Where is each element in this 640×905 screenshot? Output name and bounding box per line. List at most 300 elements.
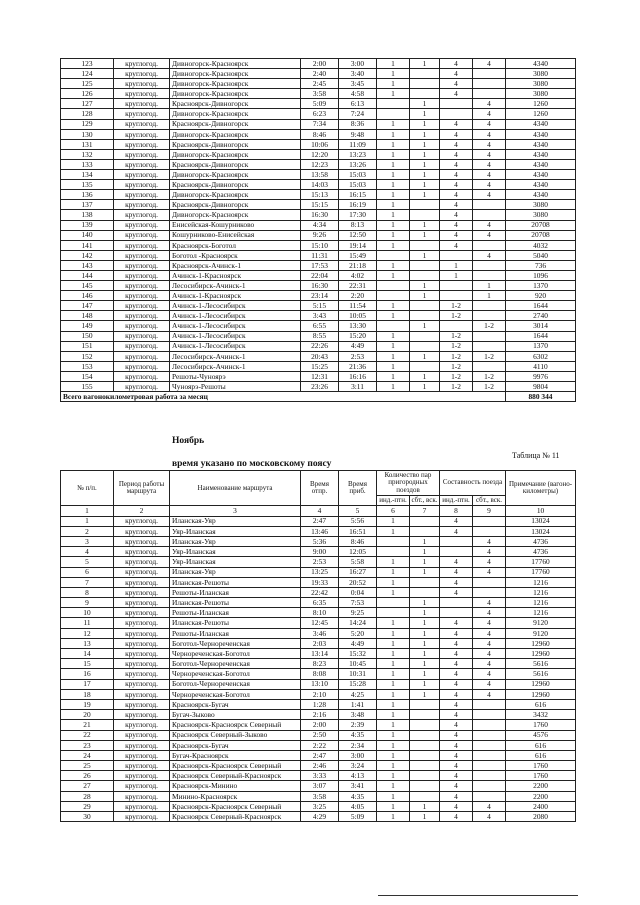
period: круглогод. — [114, 59, 170, 69]
row-number: 27 — [61, 781, 114, 791]
period: круглогод. — [114, 301, 170, 311]
row-number: 150 — [61, 331, 114, 341]
car-km: 20708 — [506, 220, 576, 230]
route-name: Ачинск-1-Лесосибирск — [170, 301, 301, 311]
consist-workdays: 4 — [440, 812, 473, 822]
arrival: 4:35 — [339, 791, 377, 801]
period: круглогод. — [114, 689, 170, 699]
period: круглогод. — [114, 618, 170, 628]
consist-workdays: 4 — [440, 781, 473, 791]
arrival: 5:09 — [339, 812, 377, 822]
route-name: Иланская-Уяр — [170, 516, 301, 526]
consist-weekend — [473, 79, 506, 89]
pairs-weekend: 1 — [410, 99, 440, 109]
consist-workdays: 4 — [440, 210, 473, 220]
row-number: 9 — [61, 598, 114, 608]
pairs-weekend — [410, 516, 440, 526]
period: круглогод. — [114, 557, 170, 567]
route-name: Красноярск Северный-Красноярск — [170, 771, 301, 781]
month-heading: Ноябрь — [172, 436, 205, 446]
pairs-workdays: 1 — [377, 567, 410, 577]
pairs-workdays: 1 — [377, 59, 410, 69]
pairs-weekend: 1 — [410, 536, 440, 546]
pairs-weekend — [410, 781, 440, 791]
period: круглогод. — [114, 730, 170, 740]
column-index: 9 — [473, 506, 506, 516]
row-number: 138 — [61, 210, 114, 220]
car-km: 1644 — [506, 301, 576, 311]
pairs-weekend — [410, 331, 440, 341]
consist-workdays: 1-2 — [440, 371, 473, 381]
departure: 13:10 — [301, 679, 339, 689]
consist-weekend: 4 — [473, 557, 506, 567]
route-name: Иланская-Решоты — [170, 618, 301, 628]
departure: 6:35 — [301, 598, 339, 608]
table-row — [61, 659, 576, 669]
pairs-workdays: 1 — [377, 730, 410, 740]
car-km: 4110 — [506, 361, 576, 371]
car-km: 1216 — [506, 587, 576, 597]
total-label: Всего вагонокилометровая работа за месяц — [61, 392, 506, 402]
pairs-workdays: 1 — [377, 331, 410, 341]
departure: 3:33 — [301, 771, 339, 781]
route-name: Иланская-Решоты — [170, 577, 301, 587]
consist-weekend — [473, 699, 506, 709]
arrival: 2:34 — [339, 740, 377, 750]
header-row — [61, 471, 576, 496]
route-name: Уяр-Иланская — [170, 526, 301, 536]
period: круглогод. — [114, 99, 170, 109]
arrival: 8:13 — [339, 220, 377, 230]
departure: 20:43 — [301, 351, 339, 361]
row-number: 143 — [61, 260, 114, 270]
departure: 10:06 — [301, 139, 339, 149]
row-number: 20 — [61, 710, 114, 720]
pairs-workdays: 1 — [377, 361, 410, 371]
pairs-weekend: 1 — [410, 628, 440, 638]
departure: 13:14 — [301, 649, 339, 659]
departure: 17:53 — [301, 260, 339, 270]
row-number: 12 — [61, 628, 114, 638]
car-km: 3080 — [506, 210, 576, 220]
table-row — [61, 710, 576, 720]
car-km: 12960 — [506, 649, 576, 659]
consist-weekend: 4 — [473, 638, 506, 648]
consist-workdays: 4 — [440, 557, 473, 567]
pairs-weekend — [410, 301, 440, 311]
departure: 5:36 — [301, 536, 339, 546]
row-number: 129 — [61, 119, 114, 129]
period: круглогод. — [114, 281, 170, 291]
row-number: 6 — [61, 567, 114, 577]
car-km: 13024 — [506, 516, 576, 526]
table-row — [61, 240, 576, 250]
row-number: 28 — [61, 791, 114, 801]
pairs-workdays: 1 — [377, 710, 410, 720]
arrival: 3:24 — [339, 761, 377, 771]
consist-weekend — [473, 341, 506, 351]
period: круглогод. — [114, 699, 170, 709]
period: круглогод. — [114, 79, 170, 89]
departure: 2:40 — [301, 69, 339, 79]
car-km: 1260 — [506, 99, 576, 109]
table-row — [61, 260, 576, 270]
period: круглогод. — [114, 771, 170, 781]
table-row — [61, 79, 576, 89]
car-km: 4340 — [506, 180, 576, 190]
period: круглогод. — [114, 291, 170, 301]
pairs-workdays: 1 — [377, 526, 410, 536]
table-row — [61, 699, 576, 709]
pairs-weekend — [410, 200, 440, 210]
arrival: 6:13 — [339, 99, 377, 109]
table-row — [61, 230, 576, 240]
period: круглогод. — [114, 361, 170, 371]
consist-workdays: 1-2 — [440, 331, 473, 341]
car-km: 4340 — [506, 159, 576, 169]
pairs-weekend — [410, 69, 440, 79]
departure: 2:47 — [301, 516, 339, 526]
row-number: 16 — [61, 669, 114, 679]
table-row — [61, 638, 576, 648]
period: круглогод. — [114, 260, 170, 270]
arrival: 4:49 — [339, 638, 377, 648]
consist-weekend: 4 — [473, 679, 506, 689]
car-km: 616 — [506, 740, 576, 750]
header-route: Наименование маршрута — [170, 471, 301, 506]
consist-weekend — [473, 750, 506, 760]
pairs-weekend: 1 — [410, 689, 440, 699]
pairs-workdays: 1 — [377, 659, 410, 669]
car-km: 3080 — [506, 89, 576, 99]
departure: 2:00 — [301, 720, 339, 730]
route-name: Боготол-Чернореченская — [170, 638, 301, 648]
pairs-workdays: 1 — [377, 119, 410, 129]
row-number: 131 — [61, 139, 114, 149]
route-name: Иланская-Уяр — [170, 567, 301, 577]
route-name: Решоты-Иланская — [170, 628, 301, 638]
departure: 12:31 — [301, 371, 339, 381]
consist-weekend — [473, 89, 506, 99]
route-name: Кошурниково-Енисейская — [170, 230, 301, 240]
route-name: Чернореченская-Боготол — [170, 649, 301, 659]
consist-weekend — [473, 331, 506, 341]
departure: 5:15 — [301, 301, 339, 311]
consist-weekend — [473, 730, 506, 740]
car-km: 3432 — [506, 710, 576, 720]
period: круглогод. — [114, 720, 170, 730]
pairs-weekend — [410, 311, 440, 321]
pairs-workdays: 1 — [377, 210, 410, 220]
pairs-weekend: 1 — [410, 557, 440, 567]
departure: 2:10 — [301, 689, 339, 699]
header-num: № п/п. — [61, 471, 114, 506]
arrival: 5:20 — [339, 628, 377, 638]
pairs-workdays: 1 — [377, 149, 410, 159]
pairs-workdays: 1 — [377, 89, 410, 99]
departure: 2:03 — [301, 638, 339, 648]
table-row — [61, 791, 576, 801]
arrival: 7:53 — [339, 598, 377, 608]
arrival: 3:11 — [339, 382, 377, 392]
consist-workdays: 4 — [440, 516, 473, 526]
consist-weekend: 4 — [473, 149, 506, 159]
row-number: 137 — [61, 200, 114, 210]
period: круглогод. — [114, 89, 170, 99]
departure: 2:50 — [301, 730, 339, 740]
route-name: Иланская-Решоты — [170, 598, 301, 608]
arrival: 4:49 — [339, 341, 377, 351]
route-name: Лесосибирск-Ачинск-1 — [170, 351, 301, 361]
consist-workdays: 4 — [440, 230, 473, 240]
pairs-weekend: 1 — [410, 159, 440, 169]
route-name: Ачинск-1-Лесосибирск — [170, 321, 301, 331]
consist-weekend: 4 — [473, 801, 506, 811]
departure: 8:46 — [301, 129, 339, 139]
arrival: 3:40 — [339, 69, 377, 79]
arrival: 16:15 — [339, 190, 377, 200]
consist-weekend: 4 — [473, 689, 506, 699]
row-number: 135 — [61, 180, 114, 190]
route-name: Бугач-Зыково — [170, 710, 301, 720]
pairs-workdays: 1 — [377, 270, 410, 280]
pairs-weekend: 1 — [410, 59, 440, 69]
route-name: Ачинск-1-Красноярск — [170, 270, 301, 280]
table-row — [61, 341, 576, 351]
period: круглогод. — [114, 180, 170, 190]
pairs-workdays: 1 — [377, 180, 410, 190]
pairs-workdays: 1 — [377, 750, 410, 760]
table-row — [61, 170, 576, 180]
header-note: Примечание (вагоно-километры) — [506, 471, 576, 506]
car-km: 2400 — [506, 801, 576, 811]
pairs-weekend: 1 — [410, 649, 440, 659]
pairs-weekend: 1 — [410, 321, 440, 331]
car-km: 616 — [506, 750, 576, 760]
pairs-workdays: 1 — [377, 129, 410, 139]
row-number: 15 — [61, 659, 114, 669]
table-row — [61, 750, 576, 760]
car-km: 1216 — [506, 598, 576, 608]
consist-workdays: 4 — [440, 139, 473, 149]
arrival: 0:04 — [339, 587, 377, 597]
table-row — [61, 139, 576, 149]
table-row — [61, 99, 576, 109]
car-km: 4340 — [506, 149, 576, 159]
table-row — [61, 669, 576, 679]
pairs-workdays — [377, 598, 410, 608]
consist-weekend — [473, 270, 506, 280]
table-row — [61, 516, 576, 526]
row-number: 127 — [61, 99, 114, 109]
consist-workdays: 1-2 — [440, 351, 473, 361]
consist-weekend: 4 — [473, 220, 506, 230]
car-km: 3080 — [506, 69, 576, 79]
column-index: 5 — [339, 506, 377, 516]
arrival: 2:53 — [339, 351, 377, 361]
arrival: 16:27 — [339, 567, 377, 577]
period: круглогод. — [114, 761, 170, 771]
period: круглогод. — [114, 331, 170, 341]
table-number: Таблица № 11 — [512, 451, 560, 460]
row-number: 132 — [61, 149, 114, 159]
row-number: 13 — [61, 638, 114, 648]
column-index: 2 — [114, 506, 170, 516]
car-km: 4340 — [506, 59, 576, 69]
pairs-weekend — [410, 210, 440, 220]
pairs-workdays: 1 — [377, 618, 410, 628]
column-index: 6 — [377, 506, 410, 516]
arrival: 4:05 — [339, 801, 377, 811]
pairs-weekend: 1 — [410, 170, 440, 180]
route-name: Красноярск-Боготол — [170, 240, 301, 250]
pairs-workdays: 1 — [377, 720, 410, 730]
pairs-workdays: 1 — [377, 587, 410, 597]
pairs-weekend: 1 — [410, 618, 440, 628]
table-row — [61, 761, 576, 771]
route-name: Чуноярэ-Решоты — [170, 382, 301, 392]
period: круглогод. — [114, 536, 170, 546]
arrival: 15:20 — [339, 331, 377, 341]
table-row — [61, 608, 576, 618]
route-name: Енисейская-Кошурниково — [170, 220, 301, 230]
route-name: Ачинск-1-Лесосибирск — [170, 341, 301, 351]
consist-workdays: 4 — [440, 577, 473, 587]
consist-weekend — [473, 761, 506, 771]
pairs-weekend: 1 — [410, 567, 440, 577]
consist-workdays — [440, 536, 473, 546]
row-number: 2 — [61, 526, 114, 536]
arrival: 5:56 — [339, 516, 377, 526]
table-row — [61, 598, 576, 608]
car-km: 4736 — [506, 547, 576, 557]
table-row — [61, 69, 576, 79]
period: круглогод. — [114, 516, 170, 526]
table-row — [61, 331, 576, 341]
consist-workdays: 4 — [440, 699, 473, 709]
departure: 23:26 — [301, 382, 339, 392]
pairs-weekend: 1 — [410, 220, 440, 230]
period: круглогод. — [114, 190, 170, 200]
consist-workdays — [440, 109, 473, 119]
route-name: Минино-Красноярск — [170, 791, 301, 801]
pairs-workdays — [377, 321, 410, 331]
pairs-workdays: 1 — [377, 781, 410, 791]
consist-workdays — [440, 99, 473, 109]
departure: 2:47 — [301, 750, 339, 760]
route-name: Чернореченская-Боготол — [170, 669, 301, 679]
pairs-workdays: 1 — [377, 341, 410, 351]
table-row — [61, 587, 576, 597]
route-name: Лесосибирск-Ачинск-1 — [170, 281, 301, 291]
period: круглогод. — [114, 638, 170, 648]
pairs-weekend: 1 — [410, 351, 440, 361]
car-km: 1370 — [506, 281, 576, 291]
consist-workdays: 1 — [440, 270, 473, 280]
arrival: 2:20 — [339, 291, 377, 301]
car-km: 5040 — [506, 250, 576, 260]
table-row — [61, 781, 576, 791]
departure: 15:10 — [301, 240, 339, 250]
consist-weekend: 4 — [473, 659, 506, 669]
departure: 15:13 — [301, 190, 339, 200]
arrival: 22:31 — [339, 281, 377, 291]
row-number: 148 — [61, 311, 114, 321]
route-name: Ачинск-1-Лесосибирск — [170, 311, 301, 321]
consist-workdays: 4 — [440, 659, 473, 669]
route-name: Красноярск-Дивногорск — [170, 180, 301, 190]
row-number: 147 — [61, 301, 114, 311]
pairs-weekend: 1 — [410, 598, 440, 608]
period: круглогод. — [114, 149, 170, 159]
pairs-weekend — [410, 740, 440, 750]
total-value: 880 344 — [506, 392, 576, 402]
consist-weekend: 1-2 — [473, 371, 506, 381]
consist-workdays: 4 — [440, 190, 473, 200]
pairs-workdays: 1 — [377, 371, 410, 381]
arrival: 3:48 — [339, 710, 377, 720]
route-name: Боготол-Чернореченская — [170, 659, 301, 669]
consist-weekend — [473, 720, 506, 730]
row-number: 155 — [61, 382, 114, 392]
pairs-weekend: 1 — [410, 608, 440, 618]
period: круглогод. — [114, 801, 170, 811]
consist-workdays: 4 — [440, 159, 473, 169]
route-name: Красноярск-Бугач — [170, 740, 301, 750]
arrival: 3:00 — [339, 750, 377, 760]
departure: 12:20 — [301, 149, 339, 159]
arrival: 21:36 — [339, 361, 377, 371]
row-number: 124 — [61, 69, 114, 79]
table-row — [61, 730, 576, 740]
pairs-workdays: 1 — [377, 649, 410, 659]
consist-workdays: 4 — [440, 69, 473, 79]
table-row — [61, 119, 576, 129]
route-name: Дивногорск-Красноярск — [170, 89, 301, 99]
row-number: 3 — [61, 536, 114, 546]
pairs-weekend: 1 — [410, 230, 440, 240]
car-km: 3080 — [506, 200, 576, 210]
consist-workdays — [440, 250, 473, 260]
consist-weekend: 4 — [473, 99, 506, 109]
consist-workdays: 4 — [440, 567, 473, 577]
header-count: Количество пар пригородных поездов — [377, 471, 440, 496]
consist-workdays: 4 — [440, 180, 473, 190]
period: круглогод. — [114, 781, 170, 791]
period: круглогод. — [114, 598, 170, 608]
pairs-workdays: 1 — [377, 557, 410, 567]
car-km: 1260 — [506, 109, 576, 119]
row-number: 26 — [61, 771, 114, 781]
departure: 3:25 — [301, 801, 339, 811]
table-row — [61, 149, 576, 159]
period: круглогод. — [114, 567, 170, 577]
car-km: 2080 — [506, 812, 576, 822]
departure: 5:09 — [301, 99, 339, 109]
arrival: 4:35 — [339, 730, 377, 740]
car-km: 12960 — [506, 679, 576, 689]
header-count-work: инд.-птн. — [377, 496, 410, 506]
route-name: Боготол-Чернореченская — [170, 679, 301, 689]
consist-workdays: 4 — [440, 771, 473, 781]
consist-workdays: 4 — [440, 240, 473, 250]
row-number: 154 — [61, 371, 114, 381]
period: круглогод. — [114, 382, 170, 392]
route-name: Решоты-Чуноярэ — [170, 371, 301, 381]
arrival: 21:18 — [339, 260, 377, 270]
header-period: Период работы маршрута — [114, 471, 170, 506]
consist-weekend — [473, 200, 506, 210]
